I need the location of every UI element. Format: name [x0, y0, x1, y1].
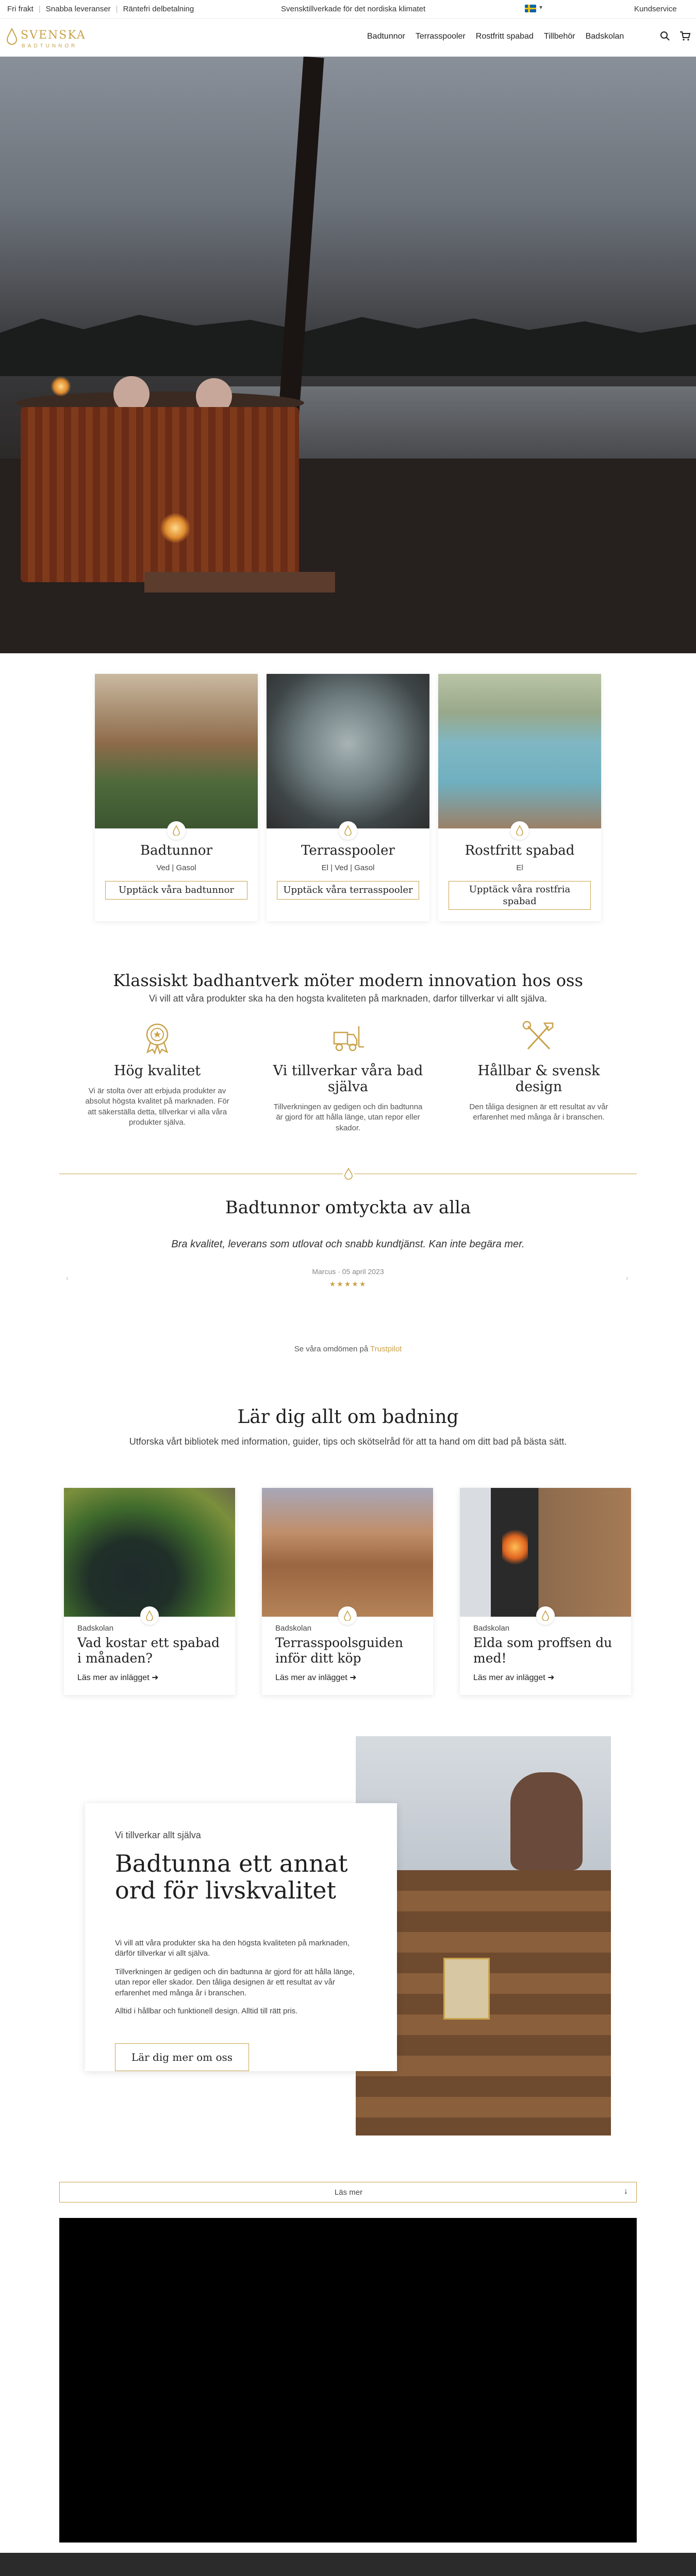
- feature-manufacturing: [263, 1019, 433, 1133]
- promo-paragraph: Tillverkningen är gedigen och din badtunna är gjord för att hålla länge, utan repor eller skador. Den tåliga designen är ett resultat av vår erfarenhet med många år i branschen.: [115, 1968, 355, 1997]
- trustpilot-line: [0, 1345, 696, 1353]
- drop-badge-icon: [510, 821, 529, 840]
- promo-card: [85, 1803, 397, 2071]
- forklift-icon: [330, 1019, 366, 1055]
- discover-rostfritt-button[interactable]: Upptäck våra rostfria spabad: [449, 881, 591, 910]
- feature-text: Vi är stolta över att erbjuda produkter av absolut högsta kvalitet på marknaden. För att säkerställa detta, tillverkar vi alla våra produkter själva.: [85, 1087, 229, 1127]
- drop-logo-icon: [6, 28, 18, 45]
- category-title: Badtunnor: [140, 843, 213, 858]
- usp-list: [7, 5, 194, 13]
- category-title: Terrasspooler: [301, 843, 395, 858]
- separator: |: [38, 5, 41, 13]
- arrow-down-icon: ↓: [624, 2187, 628, 2196]
- review-author: Marcus · 05 april 2023: [312, 1267, 384, 1276]
- top-bar: [0, 0, 696, 19]
- sweden-flag-icon[interactable]: [525, 5, 536, 12]
- logo[interactable]: [6, 25, 94, 52]
- discover-badtunnor-button[interactable]: Upptäck våra badtunnor: [105, 881, 247, 900]
- tub-logo-plate: [443, 1958, 490, 2020]
- nav-item-terrasspooler[interactable]: Terrasspooler: [415, 32, 466, 41]
- drop-badge-icon: [338, 1606, 357, 1625]
- site-header: [0, 19, 696, 57]
- category-card-terrasspooler[interactable]: [267, 674, 429, 921]
- nav-item-tillbehor[interactable]: Tillbehör: [543, 32, 575, 41]
- category-card-badtunnor[interactable]: [95, 674, 258, 921]
- review-quote: Bra kvalitet, leverans som utlovat och snabb kundtjänst. Kan inte begära mer.: [171, 1239, 525, 1250]
- nav-item-badtunnor[interactable]: Badtunnor: [367, 32, 405, 41]
- category-meta: Ved | Gasol: [156, 863, 196, 872]
- chevron-down-icon[interactable]: ▾: [539, 4, 543, 11]
- hero-bench: [144, 572, 335, 592]
- blog-read-more-link[interactable]: Läs mer av inlägget ➜: [77, 1673, 159, 1682]
- promo-paragraph: Alltid i hållbar och funktionell design. Alltid till rätt pris.: [115, 2007, 298, 2015]
- drop-badge-icon: [339, 821, 357, 840]
- blog-image: [460, 1488, 631, 1617]
- hero-hot-tub: [21, 407, 299, 582]
- feature-quality: [72, 1019, 242, 1128]
- blog-card[interactable]: [64, 1488, 235, 1695]
- feature-text: Tillverkningen av gedigen och din badtunna är gjord för att hålla länge, utan repor eller skador.: [273, 1103, 423, 1132]
- header-icons: [660, 31, 691, 41]
- site-footer: [0, 2553, 696, 2576]
- blog-category: Badskolan: [275, 1624, 312, 1633]
- category-card-rostfritt-spabad[interactable]: [438, 674, 601, 921]
- trustpilot-prefix: Se våra omdömen på: [294, 1345, 369, 1353]
- blog-card[interactable]: [460, 1488, 631, 1695]
- category-image: [95, 674, 258, 828]
- top-bar-tagline: Svensktillverkade för det nordiska klimatet: [281, 5, 426, 13]
- category-title: Rostfritt spabad: [465, 843, 575, 858]
- usp-free-shipping: Fri frakt: [7, 5, 34, 13]
- hero-image: [0, 57, 696, 653]
- category-meta: El: [516, 863, 523, 872]
- search-icon[interactable]: [660, 31, 670, 41]
- separator: |: [115, 5, 118, 13]
- features-title: Klassiskt badhantverk möter modern innovation hos oss: [113, 971, 583, 990]
- read-more-toggle[interactable]: [59, 2182, 637, 2202]
- customer-service-link[interactable]: Kundservice: [634, 5, 677, 13]
- nav-item-rostfritt-spabad[interactable]: Rostfritt spabad: [475, 32, 534, 41]
- candle-light: [51, 376, 71, 397]
- drop-divider-icon: [343, 1167, 354, 1180]
- blog-title: Vad kostar ett spabad i månaden?: [77, 1635, 220, 1666]
- feature-sustainable: [454, 1019, 624, 1123]
- medal-icon: [139, 1019, 175, 1055]
- woman-figure: [510, 1772, 583, 1870]
- usp-interest-free: Räntefri delbetalning: [123, 5, 194, 13]
- feature-text: Den tåliga designen är ett resultat av vår erfarenhet med många år i branschen.: [469, 1103, 608, 1122]
- category-meta: El | Ved | Gasol: [321, 863, 375, 872]
- review-stars: ★★★★★: [329, 1280, 367, 1288]
- logo-subtitle: BADTUNNOR: [22, 43, 78, 49]
- fire-glow: [502, 1529, 528, 1565]
- promo-title: Badtunna ett annat ord för livskvalitet: [115, 1850, 348, 1904]
- blog-image: [262, 1488, 433, 1617]
- usp-fast-delivery: Snabba leveranser: [45, 5, 111, 13]
- carousel-next-icon[interactable]: ›: [626, 1274, 628, 1282]
- learn-title: Lär dig allt om badning: [237, 1406, 459, 1428]
- discover-terrasspooler-button[interactable]: Upptäck våra terrasspooler: [277, 881, 419, 900]
- promo-kicker: Vi tillverkar allt själva: [115, 1830, 201, 1840]
- carousel-prev-icon[interactable]: ‹: [66, 1274, 69, 1282]
- nav-item-badskolan[interactable]: Badskolan: [585, 32, 624, 41]
- blog-title: Elda som proffsen du med!: [473, 1635, 612, 1666]
- learn-more-button[interactable]: Lär dig mer om oss: [115, 2043, 249, 2071]
- candle-light: [160, 513, 191, 544]
- drop-badge-icon: [536, 1606, 555, 1625]
- read-more-label: Läs mer: [334, 2188, 363, 2197]
- hero-treeline: [0, 304, 696, 376]
- learn-subtitle: Utforska vårt bibliotek med information, guider, tips och skötselråd för att ta hand om ditt bad på bästa sätt.: [129, 1436, 567, 1447]
- blog-card[interactable]: [262, 1488, 433, 1695]
- blog-category: Badskolan: [473, 1624, 510, 1633]
- cart-icon[interactable]: [680, 31, 691, 41]
- blog-read-more-link[interactable]: Läs mer av inlägget ➜: [275, 1673, 357, 1682]
- main-nav: [367, 32, 624, 41]
- drop-badge-icon: [140, 1606, 159, 1625]
- blog-image: [64, 1488, 235, 1617]
- video-player[interactable]: [59, 2218, 637, 2543]
- feature-title: Vi tillverkar våra bad själva: [273, 1063, 423, 1095]
- reviews-title: Badtunnor omtyckta av alla: [225, 1197, 471, 1218]
- logo-name: SVENSKA: [21, 29, 86, 42]
- blog-category: Badskolan: [77, 1624, 114, 1633]
- promo-paragraph: Vi vill att våra produkter ska ha den högsta kvaliteten på marknaden, därför tillverkar vi allt själva.: [115, 1939, 350, 1958]
- feature-title: Hög kvalitet: [113, 1063, 201, 1079]
- blog-read-more-link[interactable]: Läs mer av inlägget ➜: [473, 1673, 555, 1682]
- category-image: [267, 674, 429, 828]
- tools-icon: [521, 1019, 557, 1055]
- blog-title: Terrasspoolsguiden inför ditt köp: [275, 1635, 403, 1666]
- trustpilot-link[interactable]: Trustpilot: [370, 1345, 402, 1353]
- category-image: [438, 674, 601, 828]
- features-subtitle: Vi vill att våra produkter ska ha den hogsta kvaliteten på marknaden, darfor tillverkar vi allt själva.: [148, 993, 548, 1004]
- drop-badge-icon: [167, 821, 186, 840]
- feature-title: Hållbar & svensk design: [477, 1063, 600, 1095]
